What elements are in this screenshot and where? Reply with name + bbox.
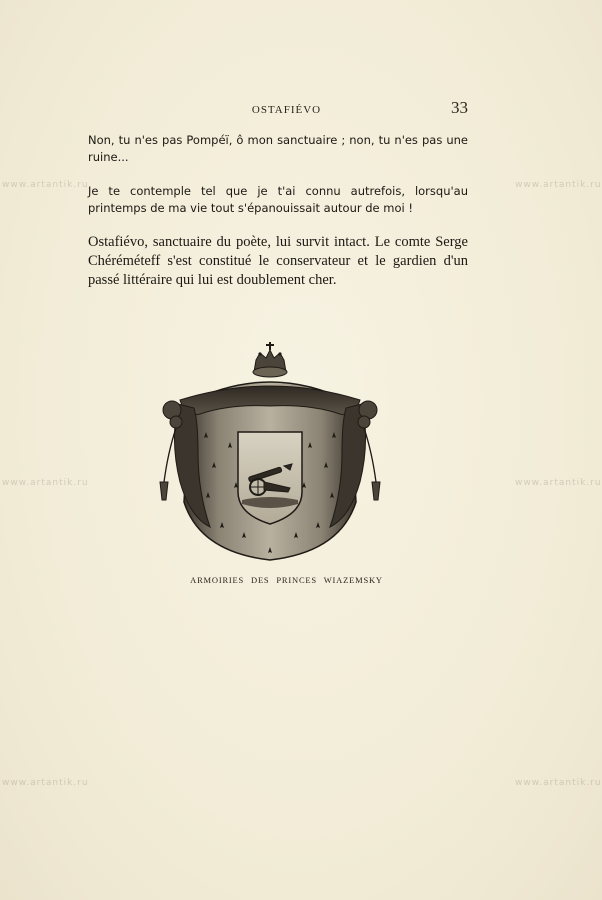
watermark-text: www.artantik.ru [515, 180, 602, 190]
coat-of-arms-illustration [150, 342, 390, 567]
watermark-text: www.artantik.ru [515, 478, 602, 488]
watermark-text: www.artantik.ru [2, 180, 89, 190]
verse-paragraph-1: Non, tu n'es pas Pompéï, ô mon sanctuaire ; non, tu n'es pas une ruine... [88, 133, 468, 164]
running-title: OSTAFIÉVO [251, 104, 322, 116]
running-head [0, 98, 573, 122]
illustration-caption: ARMOIRIES DES PRINCES WIAZEMSKY [190, 575, 383, 585]
shield-icon [238, 432, 302, 524]
prose-paragraph: Ostafiévo, sanctuaire du poète, lui survit intact. Le comte Serge Chéréméteff s'est constitué le conservateur et le gardien d'un passé littéraire qui lui est doublement cher. [88, 234, 468, 288]
watermark-text: www.artantik.ru [2, 478, 89, 488]
crown-icon [253, 342, 287, 377]
verse-paragraph-2: Je te contemple tel que je t'ai connu autrefois, lorsqu'au printemps de ma vie tout s'épanouissait autour de moi ! [88, 184, 468, 215]
watermark-text: www.artantik.ru [2, 778, 89, 788]
page-number: 33 [451, 98, 468, 117]
watermark-text: www.artantik.ru [515, 778, 602, 788]
